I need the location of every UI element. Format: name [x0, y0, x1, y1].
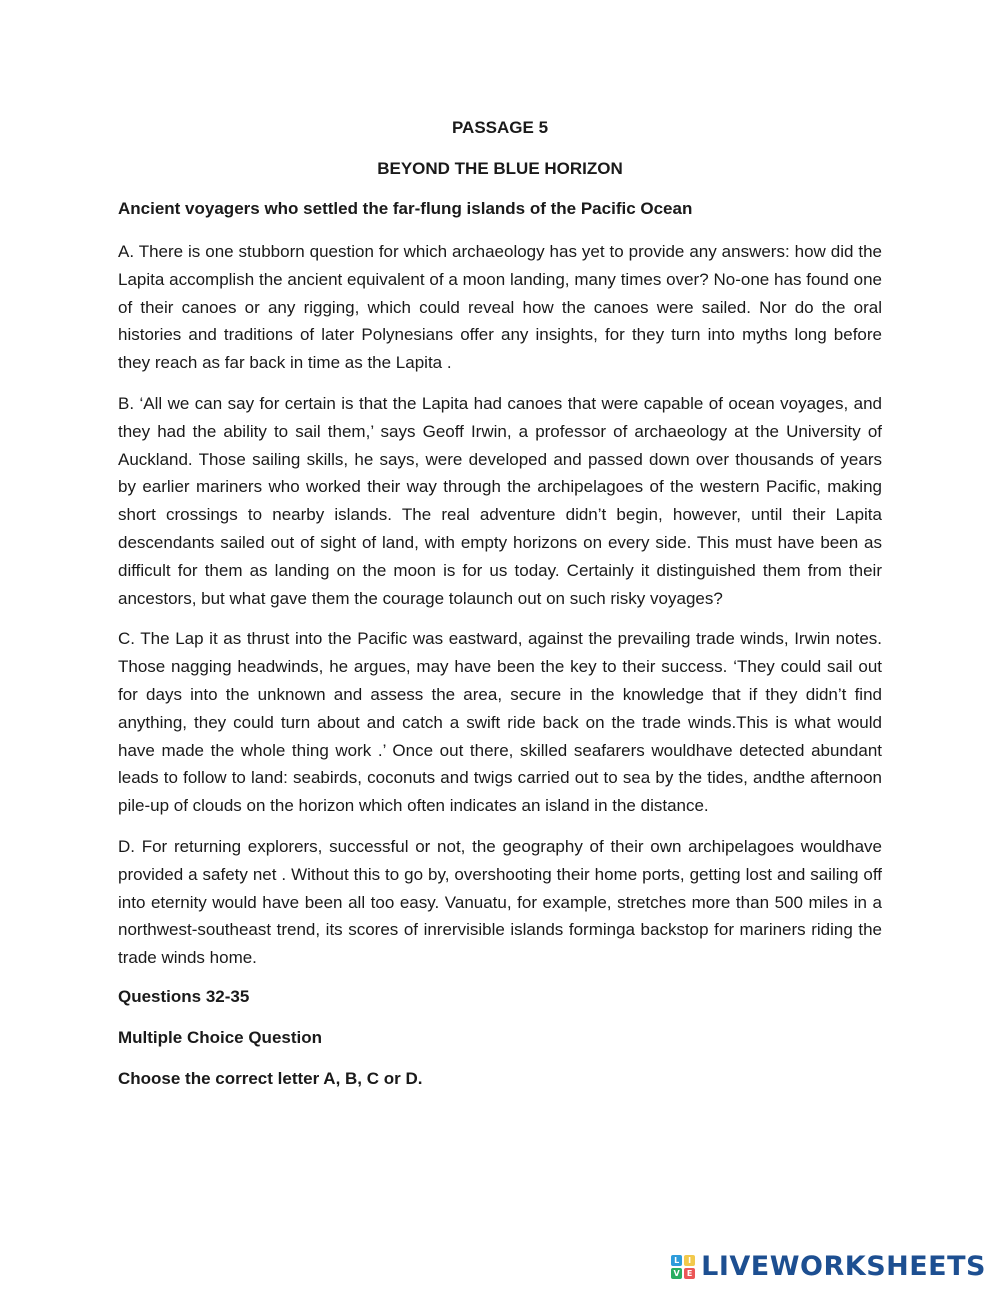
passage-title: BEYOND THE BLUE HORIZON [377, 159, 623, 178]
question-instruction: Choose the correct letter A, B, C or D. [118, 1068, 423, 1088]
badge-letter-i: I [684, 1255, 695, 1266]
liveworksheets-logo [671, 1251, 986, 1282]
paragraph-a: A. There is one stubborn question for which archaeology has yet to provide any answers: how did the Lapita accomplish the ancient equivalent of a moon landing, many times over? No-one has found one of their canoes or any rigging, which could reveal how the canoes were sailed. Nor do the oral histories and traditions of later Polynesians offer any insights, for they turn into myths long before they reach as far back in time as the Lapita . [118, 242, 882, 373]
worksheet-page [118, 116, 882, 1108]
paragraph-b: B. ‘All we can say for certain is that the Lapita had canoes that were capable of ocean voyages, and they had the ability to sail them,’ says Geoff Irwin, a professor of archaeology at the University of Auckland. Those sailing skills, he says, were developed and passed down over thousands of years by earlier mariners who worked their way through the archipelagoes of the western Pacific, making short crossings to nearby islands. The real adventure didn’t begin, however, until their Lapita descendants sailed out of sight of land, with empty horizons on every side. This must have been as difficult for them as landing on the moon is for us today. Certainly it distinguished them from their ancestors, but what gave them the courage tolaunch out on such risky voyages? [118, 393, 882, 608]
logo-badge-icon [671, 1255, 695, 1279]
question-type: Multiple Choice Question [118, 1027, 323, 1047]
badge-letter-e: E [684, 1268, 695, 1279]
badge-letter-l: L [671, 1255, 682, 1266]
paragraph-c: C. The Lap it as thrust into the Pacific was eastward, against the prevailing trade winds, Irwin notes. Those nagging headwinds, he argues, may have been the key to their success. ‘They could sail out for days into the unknown and assess the area, secure in the knowledge that if they didn’t find anything, they could turn about and catch a swift ride back on the trade winds.This is what would have made the whole thing work .’ Once out there, skilled seafarers wouldhave detected abundant leads to follow to land: seabirds, coconuts and twigs carried out to sea by the tides, andthe afternoon pile-up of clouds on the horizon which often indicates an island in the distance. [118, 629, 882, 816]
logo-text: LIVEWORKSHEETS [701, 1251, 986, 1282]
passage-subtitle: Ancient voyagers who settled the far-flung islands of the Pacific Ocean [118, 199, 693, 218]
passage-label: PASSAGE 5 [451, 118, 549, 137]
badge-letter-v: V [671, 1268, 682, 1279]
questions-range: Questions 32-35 [118, 986, 250, 1006]
paragraph-d: D. For returning explorers, successful or not, the geography of their own archipelagoes wouldhave provided a safety net . Without this to go by, overshooting their home ports, getting lost and sailing off into eternity would have been all too easy. Vanuatu, for example, stretches more than 500 miles in a northwest-southeast trend, its scores of inrervisible islands forminga backstop for mariners riding the trade winds home. [118, 836, 882, 968]
